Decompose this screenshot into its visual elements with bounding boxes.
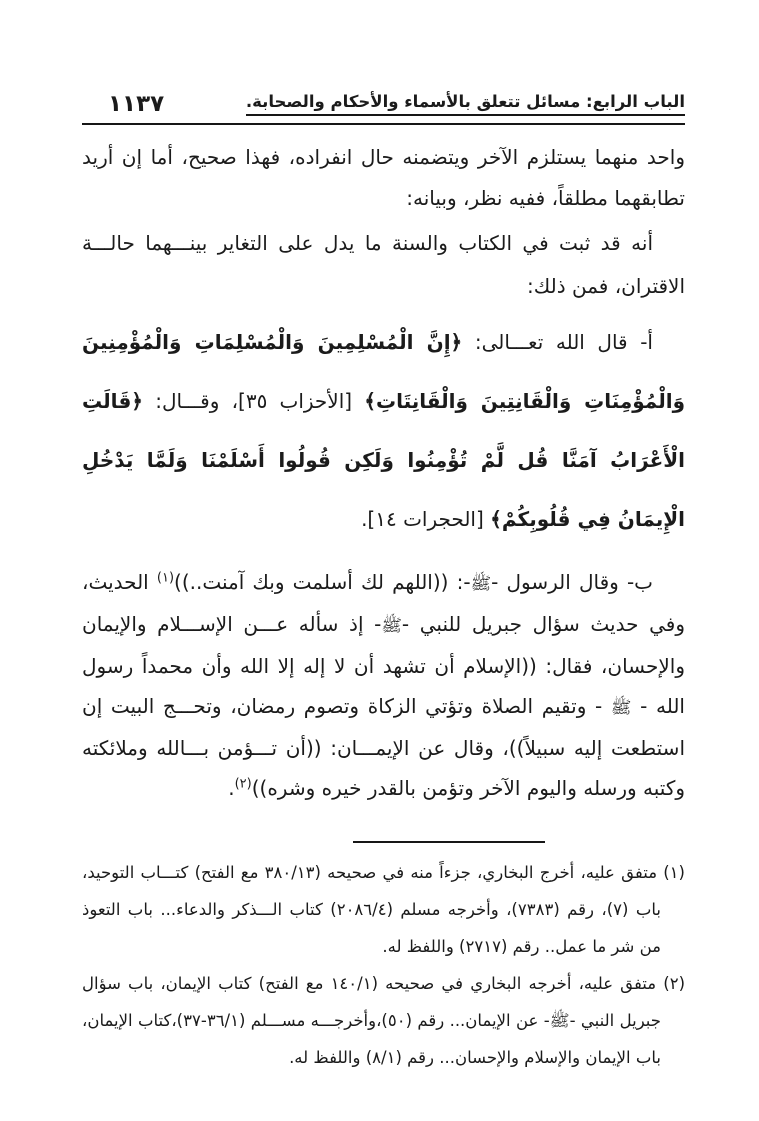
paragraph-item-b — [82, 562, 685, 808]
paragraph-item-a — [82, 313, 685, 549]
footnote-marker-1: (١) — [156, 570, 175, 586]
item-b-text-6: . — [228, 776, 235, 800]
saw-ligature: ﷺ — [381, 616, 402, 636]
paragraph-intro-text: واحد منهما يستلزم الآخر ويتضمنه حال انفراده، فهذا صحيح، أما إن أريد تطابقهما مطلقاً، ففيه نظر، وبيانه: — [82, 145, 685, 210]
footnotes — [82, 854, 685, 1076]
footnote-2-text: (٢) متفق عليه، أخرجه البخاري في صحيحه (١٤٠/١ مع الفتح) كتاب الإيمان، باب سؤال جبريل النبي -ﷺ- عن الإيمان... رقم (٥٠)،وأخرجـــه مســـلم (٣٦/١-٣٧)،كتاب الإيمان، باب الإيمان والإسلام والإحسان... رقم (٨/١) واللفظ له. — [82, 974, 685, 1067]
item-b-text-3: الحديث، وفي حديث سؤال جبريل للنبي - — [82, 570, 685, 636]
page-number: ١١٣٧ — [108, 91, 165, 117]
body-text — [82, 137, 685, 808]
item-b-text-5: - وتقيم الصلاة وتؤتي الزكاة وتصوم رمضان، وتحـــج البيت إن استطعت إليه سبيلاً))، وقال عن الإيمـــان: ((أن تـــؤمن بـــالله وملائكته وكتبه ورسله واليوم الآخر وتؤمن بالقدر خيره وشره)) — [82, 694, 685, 800]
footnote-separator — [353, 841, 545, 843]
item-b-text-4: - إذ سأله عـــن الإســـلام والإيمان والإحسان، فقال: ((الإسلام أن تشهد أن لا إله إلا الله وأن محمداً رسول الله - — [82, 612, 685, 718]
paragraph-intro — [82, 137, 685, 219]
item-a-ref-ahzab: [الأحزاب ٣٥]، وقـــال: — [143, 389, 365, 413]
paragraph-thabat — [82, 222, 685, 308]
footnote-item-1 — [82, 854, 685, 965]
footnote-1-text: (١) متفق عليه، أخرج البخاري، جزءاً منه في صحيحه (٣٨٠/١٣ مع الفتح) كتـــاب التوحيد، باب (٧)، رقم (٧٣٨٣)، وأخرجه مسلم (٢٠٨٦/٤) كتاب الـــذكر والدعاء... باب التعوذ من شر ما عمل.. رقم (٢٧١٧) واللفظ له. — [82, 863, 685, 956]
quran-verse-ahzab: ﴿إِنَّ الْمُسْلِمِينَ وَالْمُسْلِمَاتِ وَالْمُؤْمِنِينَ وَالْمُؤْمِنَاتِ وَالْقَانِتِينَ وَالْقَانِتَاتِ﴾ — [82, 330, 686, 413]
item-a-lead: أ- قال الله تعـــالى: — [462, 330, 653, 354]
chapter-title: الباب الرابع: مسائل تتعلق بالأسماء والأحكام والصحابة. — [246, 92, 685, 116]
saw-ligature: ﷺ — [610, 698, 632, 718]
item-b-text-2: -: ((اللهم لك أسلمت وبك آمنت..)) — [174, 570, 471, 594]
footnote-item-2 — [82, 965, 685, 1076]
item-b-text-1: ب- وقال الرسول - — [491, 570, 653, 594]
saw-ligature: ﷺ — [470, 574, 492, 594]
paragraph-thabat-text: أنه قد ثبت في الكتاب والسنة ما يدل على التغاير بينـــهما حالـــة الاقتران، فمن ذلك: — [82, 231, 685, 298]
quran-verse-hujurat: ﴿قَالَتِ الْأَعْرَابُ آمَنَّا قُل لَّمْ تُؤْمِنُوا وَلَكِن قُولُوا أَسْلَمْنَا وَلَمَّا يَدْخُلِ الْإِيمَانُ فِي قُلُوبِكُمْ﴾ — [82, 389, 685, 531]
item-a-ref-hujurat: [الحجرات ١٤]. — [361, 507, 491, 531]
footnote-marker-2: (٢) — [234, 776, 252, 792]
running-header — [82, 92, 685, 125]
